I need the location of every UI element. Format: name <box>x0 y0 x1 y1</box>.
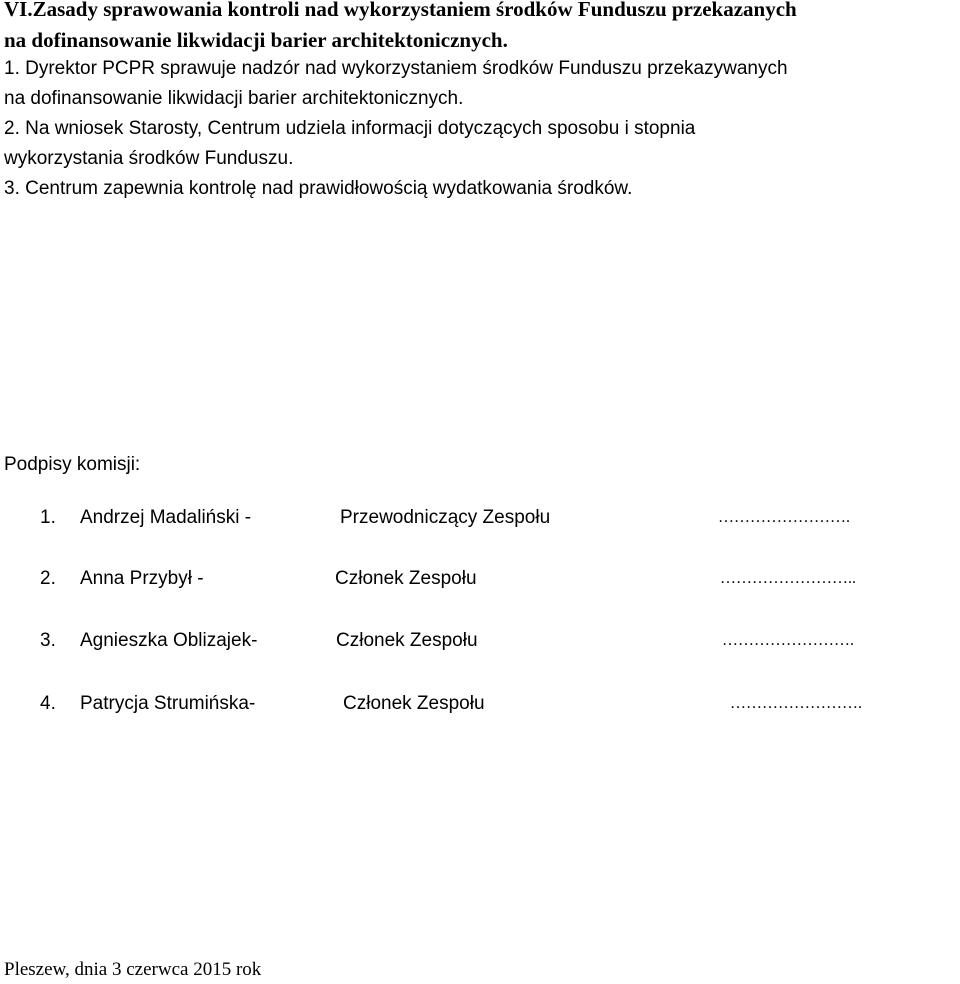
signature-number: 4. <box>40 693 56 714</box>
signature-role: Członek Zespołu <box>336 630 478 651</box>
section-heading <box>4 0 960 56</box>
point-1-line-2: na dofinansowanie likwidacji barier architektonicznych. <box>4 88 464 109</box>
place-and-date: Pleszew, dnia 3 czerwca 2015 rok <box>4 959 262 980</box>
signature-row <box>40 564 960 594</box>
point-3 <box>4 174 956 204</box>
signatures-heading: Podpisy komisji: <box>4 454 141 475</box>
signature-number: 1. <box>40 507 56 528</box>
signature-line: ……………………. <box>718 509 850 526</box>
signature-number: 3. <box>40 630 56 651</box>
point-2-line-1: 2. Na wniosek Starosty, Centrum udziela informacji dotyczących sposobu i stopnia <box>4 118 696 139</box>
signature-name: Patrycja Strumińska- <box>80 693 256 714</box>
signature-name: Anna Przybył - <box>80 568 204 589</box>
section-heading-line-2: na dofinansowanie likwidacji barier architektonicznych. <box>4 28 508 52</box>
signature-line: ……………………. <box>730 695 862 712</box>
signature-row <box>40 626 960 656</box>
signature-name: Andrzej Madaliński - <box>80 507 252 528</box>
section-heading-line-1: VI.Zasady sprawowania kontroli nad wykorzystaniem środków Funduszu przekazanych <box>4 0 797 21</box>
point-2-line-2: wykorzystania środków Funduszu. <box>4 148 294 169</box>
point-1-line-1: 1. Dyrektor PCPR sprawuje nadzór nad wykorzystaniem środków Funduszu przekazywanych <box>4 58 788 79</box>
signature-row <box>40 689 960 719</box>
signature-row <box>40 503 960 533</box>
point-2 <box>4 114 956 174</box>
signature-role: Członek Zespołu <box>335 568 477 589</box>
point-3-line-1: 3. Centrum zapewnia kontrolę nad prawidłowością wydatkowania środków. <box>4 178 633 199</box>
signature-role: Przewodniczący Zespołu <box>340 507 551 528</box>
signature-number: 2. <box>40 568 56 589</box>
point-1 <box>4 54 956 114</box>
signature-name: Agnieszka Oblizajek- <box>80 630 258 651</box>
signature-line: …………………….. <box>720 570 856 587</box>
signature-role: Członek Zespołu <box>343 693 485 714</box>
signature-line: ……………………. <box>722 632 854 649</box>
